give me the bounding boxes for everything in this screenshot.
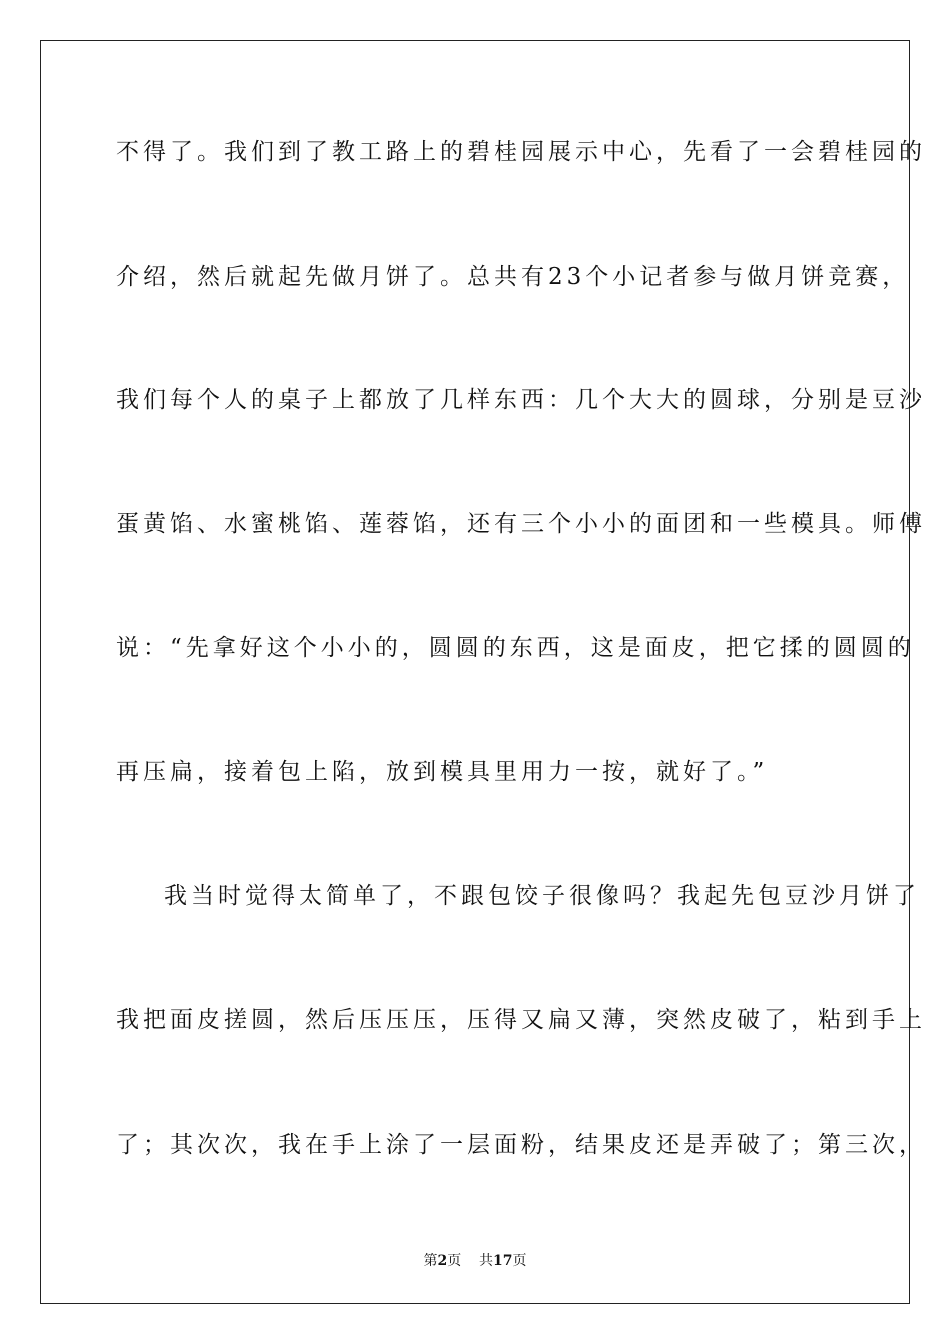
total-label-suffix: 页 (512, 1253, 527, 1269)
total-label-prefix: 共 (479, 1253, 494, 1269)
text-line-4: 蛋黄馅、水蜜桃馅、莲蓉馅，还有三个小小的面团和一些模具。师傅 (116, 511, 926, 537)
page-label-suffix: 页 (447, 1253, 462, 1269)
text-line-3: 我们每个人的桌子上都放了几样东西：几个大大的圆球，分别是豆沙 (116, 387, 926, 413)
page-label-prefix: 第 (423, 1253, 438, 1269)
text-line-9: 了；其次次，我在手上涂了一层面粉，结果皮还是弄破了；第三次， (116, 1132, 926, 1158)
text-line-7-paragraph-start: 我当时觉得太简单了，不跟包饺子很像吗？我起先包豆沙月饼了 (164, 883, 920, 909)
page-border (40, 40, 910, 1304)
text-line-5: 说：“先拿好这个小小的，圆圆的东西，这是面皮，把它揉的圆圆的 (116, 635, 915, 661)
text-line-6: 再压扁，接着包上陷，放到模具里用力一按，就好了。” (116, 759, 769, 785)
page-footer (0, 1252, 950, 1270)
text-line-1: 不得了。我们到了教工路上的碧桂园展示中心，先看了一会碧桂园的 (116, 139, 926, 165)
total-pages: 17 (493, 1253, 513, 1269)
text-line-8: 我把面皮搓圆，然后压压压，压得又扁又薄，突然皮破了，粘到手上 (116, 1007, 926, 1033)
text-line-2: 介绍，然后就起先做月饼了。总共有23个小记者参与做月饼竞赛， (116, 264, 910, 290)
page-number: 2 (437, 1253, 448, 1269)
